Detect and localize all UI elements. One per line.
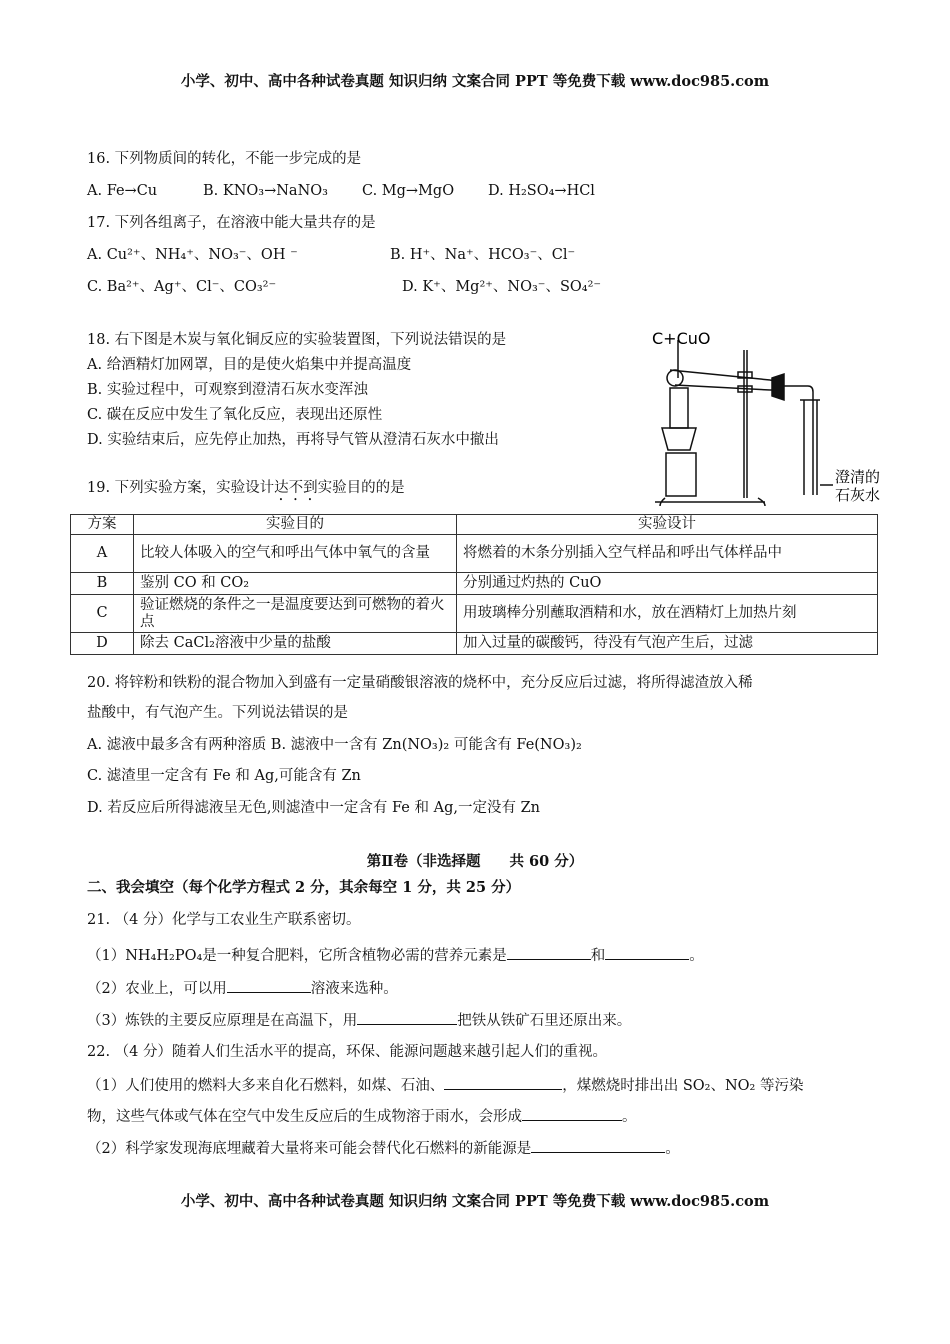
q20-option-ab: A. 滤液中最多含有两种溶质 B. 滤液中一含有 Zn(NO₃)₂ 可能含有 Fe(NO₃)₂ (87, 737, 582, 753)
table-header: 实验目的 (134, 515, 457, 535)
q17-option-a: A. Cu²⁺、NH₄⁺、NO₃⁻、OH ⁻ (87, 247, 298, 263)
q22-part2 (87, 1138, 680, 1159)
table-cell: A (71, 535, 134, 573)
table-cell: 将燃着的木条分别插入空气样品和呼出气体样品中 (457, 535, 878, 573)
q22-part1-end: 。 (622, 1109, 637, 1125)
q21-part1 (87, 945, 704, 966)
page-header: 小学、初中、高中各种试卷真题 知识归纳 文案合同 PPT 等免费下载 www.doc985.com (180, 73, 770, 90)
q20-option-d: D. 若反应后所得滤液呈无色,则滤渣中一定含有 Fe 和 Ag,一定没有 Zn (87, 800, 540, 816)
q18-option-c: C. 碳在反应中发生了氧化反应，表现出还原性 (87, 407, 383, 423)
answer-blank[interactable] (444, 1075, 562, 1090)
q16-option-d: D. H₂SO₄→HCl (488, 183, 595, 199)
q22-part1-text2: 物，这些气体或气体在空气中发生反应后的生成物溶于雨水，会形成 (87, 1109, 522, 1125)
answer-blank[interactable] (357, 1010, 457, 1025)
q16-option-b: B. KNO₃→NaNO₃ (203, 183, 328, 199)
q21-part3 (87, 1010, 631, 1031)
q22-part1-text: （1）人们使用的燃料大多来自化石燃料，如煤、石油、 (87, 1078, 445, 1094)
answer-blank[interactable] (605, 945, 689, 960)
answer-blank[interactable] (522, 1106, 622, 1121)
table-cell: 验证燃烧的条件之一是温度要达到可燃物的着火点 (134, 595, 457, 633)
figure-label-reactants: C+CuO (652, 329, 711, 348)
section-title: 二、我会填空（每个化学方程式 2 分，其余每空 1 分，共 25 分） (87, 879, 521, 896)
q22-part1-cont: ，煤燃烧时排出出 SO₂、NO₂ 等污染 (562, 1078, 804, 1094)
q21-part3-end: 把铁从铁矿石里还原出来。 (457, 1013, 632, 1029)
answer-blank[interactable] (507, 945, 591, 960)
figure-label-limewater-2: 石灰水 (835, 486, 881, 504)
table-header: 方案 (71, 515, 134, 535)
q21-part2-end: 溶液来选种。 (310, 981, 398, 997)
q21-part1-and: 和 (590, 948, 606, 964)
q17-option-b: B. H⁺、Na⁺、HCO₃⁻、Cl⁻ (390, 247, 576, 263)
table-row (71, 573, 878, 595)
q21-part2 (87, 978, 398, 999)
table-cell: 除去 CaCl₂溶液中少量的盐酸 (134, 633, 457, 655)
q19-table (70, 514, 878, 655)
table-cell: 加入过量的碳酸钙，待没有气泡产生后，过滤 (457, 633, 878, 655)
apparatus-figure (600, 320, 900, 510)
q19-stem-post: 实验目的的是 (317, 480, 405, 496)
table-header: 实验设计 (457, 515, 878, 535)
answer-blank[interactable] (227, 978, 311, 993)
answer-blank[interactable] (531, 1138, 665, 1153)
q21-part1-text: （1）NH₄H₂PO₄是一种复合肥料，它所含植物必需的营养元素是 (87, 948, 507, 964)
q22-stem: 22. （4 分）随着人们生活水平的提高，环保、能源问题越来越引起人们的重视。 (87, 1044, 608, 1060)
q22-part1-line2 (87, 1106, 637, 1127)
q21-part2-text: （2）农业上，可以用 (87, 981, 227, 997)
q18-stem: 18. 右下图是木炭与氧化铜反应的实验装置图，下列说法错误的是 (87, 332, 507, 348)
q21-part1-end: 。 (689, 948, 704, 964)
table-row (71, 595, 878, 633)
part2-title: 第Ⅱ卷（非选择题 共 60 分） (366, 853, 584, 870)
table-header-row (71, 515, 878, 535)
table-cell: 用玻璃棒分别蘸取酒精和水，放在酒精灯上加热片刻 (457, 595, 878, 633)
q17-option-c: C. Ba²⁺、Ag⁺、Cl⁻、CO₃²⁻ (87, 279, 277, 295)
q20-stem-line1: 20. 将锌粉和铁粉的混合物加入到盛有一定量硝酸银溶液的烧杯中，充分反应后过滤，将所得滤渣放入稀 (87, 675, 753, 691)
table-row (71, 633, 878, 655)
q16-stem: 16. 下列物质间的转化，不能一步完成的是 (87, 151, 362, 167)
q21-part3-text: （3）炼铁的主要反应原理是在高温下，用 (87, 1013, 358, 1029)
q18-option-a: A. 给酒精灯加网罩，目的是使火焰集中并提高温度 (87, 357, 412, 373)
q22-part2-end: 。 (665, 1141, 680, 1157)
q21-stem: 21. （4 分）化学与工农业生产联系密切。 (87, 912, 361, 928)
q18-option-b: B. 实验过程中，可观察到澄清石灰水变浑浊 (87, 382, 368, 398)
q22-part2-text: （2）科学家发现海底埋藏着大量将来可能会替代化石燃料的新能源是 (87, 1141, 532, 1157)
q22-part1-line1 (87, 1075, 803, 1096)
q17-stem: 17. 下列各组离子，在溶液中能大量共存的是 (87, 215, 376, 231)
q20-stem-line2: 盐酸中，有气泡产生。下列说法错误的是 (87, 705, 348, 721)
q20-option-c: C. 滤渣里一定含有 Fe 和 Ag,可能含有 Zn (87, 768, 361, 784)
q16-option-c: C. Mg→MgO (362, 183, 455, 199)
q19-stem (87, 478, 405, 504)
table-cell: B (71, 573, 134, 595)
table-cell: C (71, 595, 134, 633)
q19-stem-emphasis: 达不到 (274, 480, 318, 496)
q18-option-d: D. 实验结束后，应先停止加热，再将导气管从澄清石灰水中撤出 (87, 432, 499, 448)
table-cell: 分别通过灼热的 CuO (457, 573, 878, 595)
table-cell: 比较人体吸入的空气和呼出气体中氧气的含量 (134, 535, 457, 573)
table-cell: 鉴别 CO 和 CO₂ (134, 573, 457, 595)
q16-option-a: A. Fe→Cu (87, 183, 158, 199)
table-cell: D (71, 633, 134, 655)
q17-option-d: D. K⁺、Mg²⁺、NO₃⁻、SO₄²⁻ (402, 279, 602, 295)
table-row (71, 535, 878, 573)
page-footer: 小学、初中、高中各种试卷真题 知识归纳 文案合同 PPT 等免费下载 www.doc985.com (180, 1193, 770, 1210)
figure-label-limewater-1: 澄清的 (835, 468, 881, 486)
q19-stem-pre: 19. 下列实验方案，实验设计 (87, 480, 275, 496)
